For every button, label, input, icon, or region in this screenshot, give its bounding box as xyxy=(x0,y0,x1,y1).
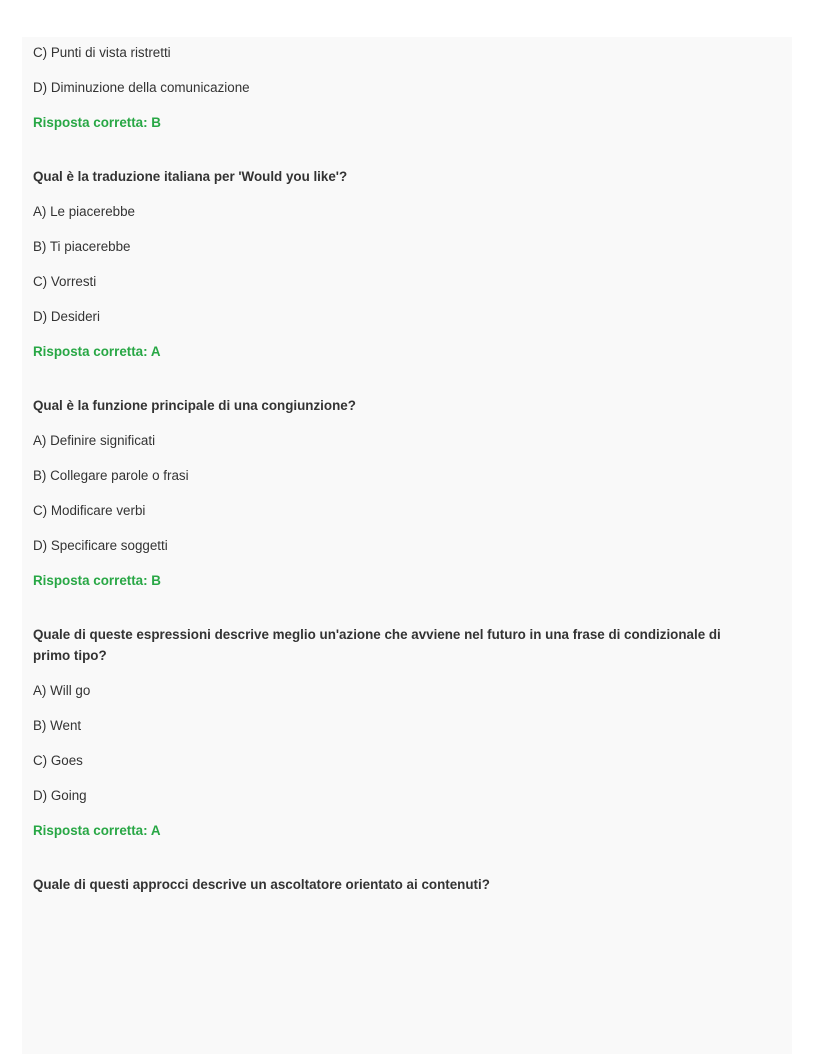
correct-answer: Risposta corretta: A xyxy=(33,344,161,359)
answer-option: C) Punti di vista ristretti xyxy=(33,45,171,60)
answer-option: C) Goes xyxy=(33,753,83,768)
spacer xyxy=(33,131,752,166)
quiz-item xyxy=(33,44,752,131)
answer-option: A) Definire significati xyxy=(33,433,156,448)
question-text: Qual è la traduzione italiana per 'Would you like'? xyxy=(33,169,348,184)
quiz-item xyxy=(33,624,752,839)
answer-option: B) Collegare parole o frasi xyxy=(33,468,189,483)
spacer xyxy=(33,839,752,874)
question-text: Quale di queste espressioni descrive meglio un'azione che avviene nel futuro in una frase di condizionale di primo tipo? xyxy=(33,627,721,663)
answer-option: D) Going xyxy=(33,788,87,803)
answer-option: C) Vorresti xyxy=(33,274,97,289)
spacer xyxy=(33,589,752,624)
quiz-item xyxy=(33,874,752,895)
answer-option: D) Desideri xyxy=(33,309,100,324)
correct-answer: Risposta corretta: B xyxy=(33,573,161,588)
answer-option: D) Specificare soggetti xyxy=(33,538,168,553)
quiz-content xyxy=(22,37,792,895)
quiz-item xyxy=(33,395,752,589)
correct-answer: Risposta corretta: B xyxy=(33,115,161,130)
correct-answer: Risposta corretta: A xyxy=(33,823,161,838)
quiz-item xyxy=(33,166,752,360)
answer-option: C) Modificare verbi xyxy=(33,503,146,518)
spacer xyxy=(33,360,752,395)
answer-option: B) Ti piacerebbe xyxy=(33,239,131,254)
answer-option: A) Will go xyxy=(33,683,91,698)
answer-option: D) Diminuzione della comunicazione xyxy=(33,80,250,95)
answer-option: B) Went xyxy=(33,718,82,733)
quiz-page xyxy=(22,37,792,1054)
question-text: Quale di questi approcci descrive un ascoltatore orientato ai contenuti? xyxy=(33,877,490,892)
question-text: Qual è la funzione principale di una congiunzione? xyxy=(33,398,356,413)
answer-option: A) Le piacerebbe xyxy=(33,204,135,219)
